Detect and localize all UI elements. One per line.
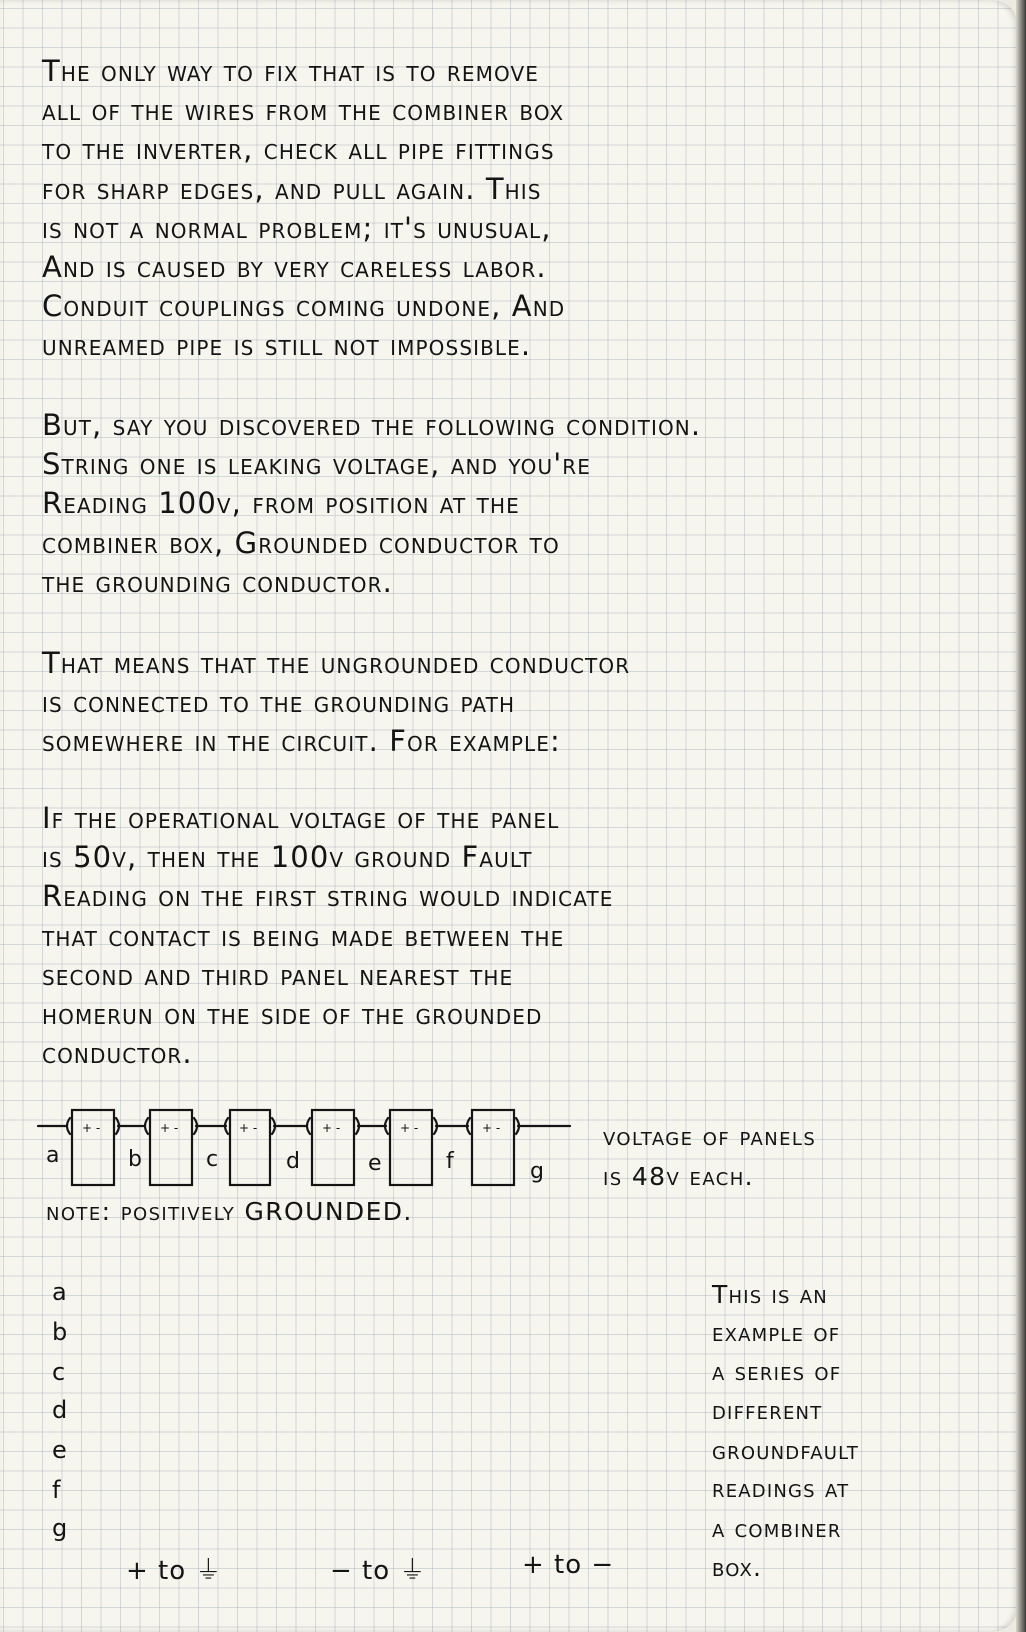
row-label: e — [52, 1436, 67, 1464]
text-line: But, say you discovered the following condition. — [42, 408, 702, 442]
text-line: that contact is being made between the — [42, 918, 565, 953]
caption-line: box. — [712, 1553, 763, 1582]
row-label: d — [52, 1396, 68, 1424]
panel-label: b — [128, 1147, 142, 1172]
panel-polarity: + - — [239, 1121, 258, 1135]
text-line: conductor. — [42, 1036, 193, 1071]
text-line: second and third panel nearest the — [42, 957, 514, 992]
panel-polarity: + - — [400, 1121, 419, 1135]
row-label: a — [52, 1278, 67, 1306]
panel-label: e — [368, 1151, 382, 1176]
text-line: combiner box, Grounded conductor to — [42, 525, 560, 560]
text-line: The only way to fix that is to remove — [42, 54, 539, 88]
caption-line: a series of — [712, 1357, 842, 1386]
text-line: And is caused by very careless labor. — [42, 249, 547, 284]
row-label: g — [52, 1514, 68, 1542]
caption-line: This is an — [712, 1280, 828, 1309]
panel-label: a — [46, 1143, 60, 1168]
ground-note: note: positively GROUNDED. — [46, 1197, 413, 1226]
column-label: + to ⏚ — [126, 1556, 223, 1586]
panel-label: d — [286, 1149, 300, 1174]
text-line: String one is leaking voltage, and you're — [42, 447, 592, 482]
panel-string-diagram — [30, 1100, 590, 1200]
caption-line: different — [712, 1396, 823, 1425]
paragraph-2 — [42, 406, 701, 602]
row-label: c — [52, 1358, 66, 1386]
panel-polarity: + - — [82, 1121, 101, 1135]
text-line: Reading on the first string would indicate — [42, 879, 614, 914]
caption-line: readings at — [712, 1474, 850, 1503]
panel-polarity: + - — [160, 1121, 179, 1135]
row-label: f — [52, 1476, 61, 1504]
paragraph-3 — [42, 644, 630, 762]
panel-polarity: + - — [482, 1121, 501, 1135]
text-line: the grounding conductor. — [42, 564, 393, 599]
text-line: unreamed pipe is still not impossible. — [42, 328, 532, 363]
row-label: b — [52, 1318, 68, 1346]
text-line: to the inverter, check all pipe fittings — [42, 132, 555, 167]
voltage-note-line: is 48v each. — [603, 1162, 754, 1191]
connector — [307, 1118, 310, 1134]
text-line: is 50v, then the 100v ground Fault — [42, 840, 533, 875]
text-line: is not a normal problem; it's unusual, — [42, 210, 552, 245]
text-line: homerun on the side of the grounded — [42, 996, 543, 1031]
caption-line: groundfault — [712, 1436, 860, 1465]
text-line: is connected to the grounding path — [42, 685, 516, 720]
panel-label: c — [206, 1147, 219, 1172]
voltage-note-line: voltage of panels — [603, 1122, 817, 1151]
page-edge — [1016, 0, 1026, 1632]
paragraph-4 — [42, 799, 614, 1073]
column-label: − to ⏚ — [330, 1556, 427, 1586]
text-line: Conduit couplings coming undone, And — [42, 289, 566, 324]
paragraph-1 — [42, 52, 565, 366]
text-line: That means that the ungrounded conductor — [42, 646, 631, 680]
text-line: for sharp edges, and pull again. This — [42, 171, 542, 206]
caption-line: a combiner — [712, 1514, 842, 1543]
text-line: all of the wires from the combiner box — [42, 93, 565, 128]
text-line: Reading 100v, from position at the — [42, 486, 520, 521]
column-label: + to − — [522, 1550, 615, 1580]
text-line: somewhere in the circuit. For example: — [42, 724, 561, 759]
text-line: If the operational voltage of the panel — [42, 801, 560, 835]
connector — [67, 1118, 70, 1134]
connector — [145, 1118, 148, 1134]
caption-line: example of — [712, 1318, 841, 1347]
panel-label: g — [530, 1159, 544, 1184]
panel-polarity: + - — [322, 1121, 341, 1135]
panel-label: f — [446, 1149, 454, 1174]
